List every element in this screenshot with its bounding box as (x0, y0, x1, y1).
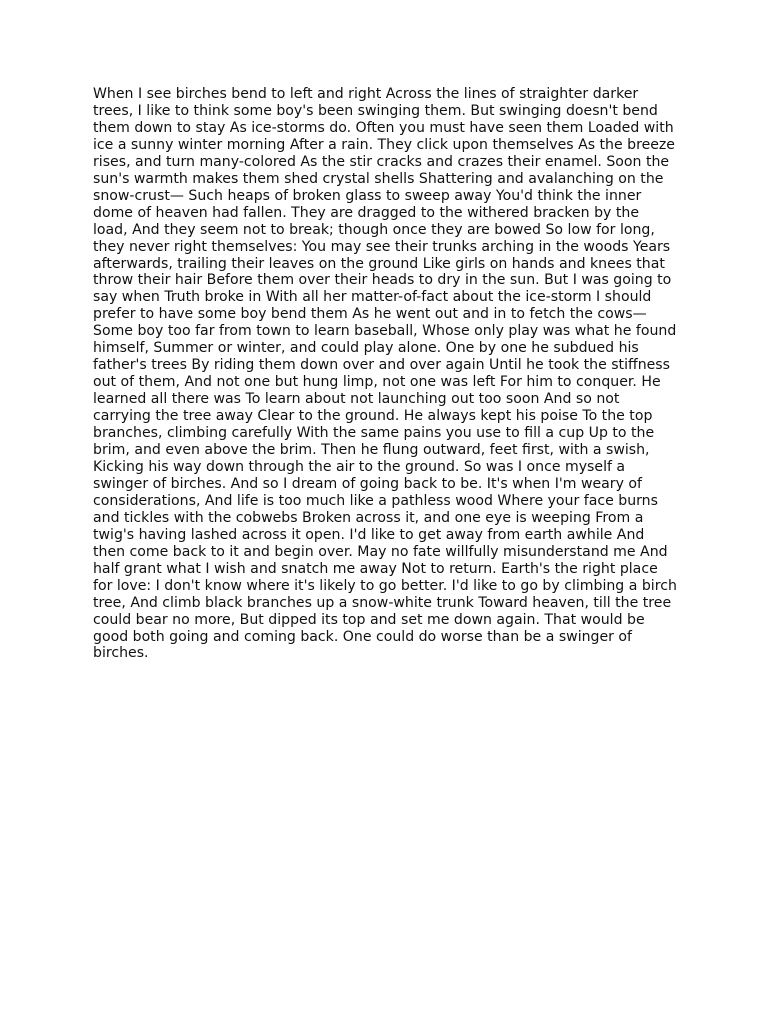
body-paragraph: When I see birches bend to left and right Across the lines of straighter darker trees, I like to think some boy's been swinging them. But swinging doesn't bend them down to stay As ice-storms do. Often you must have seen them Loaded with ice a sunny winter morning After a rain. They click upon themselves As the breeze rises, and turn many-colored As the stir cracks and crazes their enamel. Soon the sun's warmth makes them shed crystal shells Shattering and avalanching on the snow-crust— Such heaps of broken glass to sweep away You'd think the inner dome of heaven had fallen. They are dragged to the withered bracken by the load, And they seem not to break; though once they are bowed So low for long, they never right themselves: You may see their trunks arching in the woods Years afterwards, trailing their leaves on the ground Like girls on hands and knees that throw their hair Before them over their heads to dry in the sun. But I was going to say when Truth broke in With all her matter-of-fact about the ice-storm I should prefer to have some boy bend them As he went out and in to fetch the cows— Some boy too far from town to learn baseball, Whose only play was what he found himself, Summer or winter, and could play alone. One by one he subdued his father's trees By riding them down over and over again Until he took the stiffness out of them, And not one but hung limp, not one was left For him to conquer. He learned all there was To learn about not launching out too soon And so not carrying the tree away Clear to the ground. He always kept his poise To the top branches, climbing carefully With the same pains you use to fill a cup Up to the brim, and even above the brim. Then he flung outward, feet first, with a swish, Kicking his way down through the air to the ground. So was I once myself a swinger of birches. And so I dream of going back to be. It's when I'm weary of considerations, And life is too much like a pathless wood Where your face burns and tickles with the cobwebs Broken across it, and one eye is weeping From a twig's having lashed across it open. I'd like to get away from earth awhile And then come back to it and begin over. May no fate willfully misunderstand me And half grant what I wish and snatch me away Not to return. Earth's the right place for love: I don't know where it's likely to go better. I'd like to go by climbing a birch tree, And climb black branches up a snow-white trunk Toward heaven, till the tree could bear no more, But dipped its top and set me down again. That would be good both going and coming back. One could do worse than be a swinger of birches. (93, 86, 677, 662)
